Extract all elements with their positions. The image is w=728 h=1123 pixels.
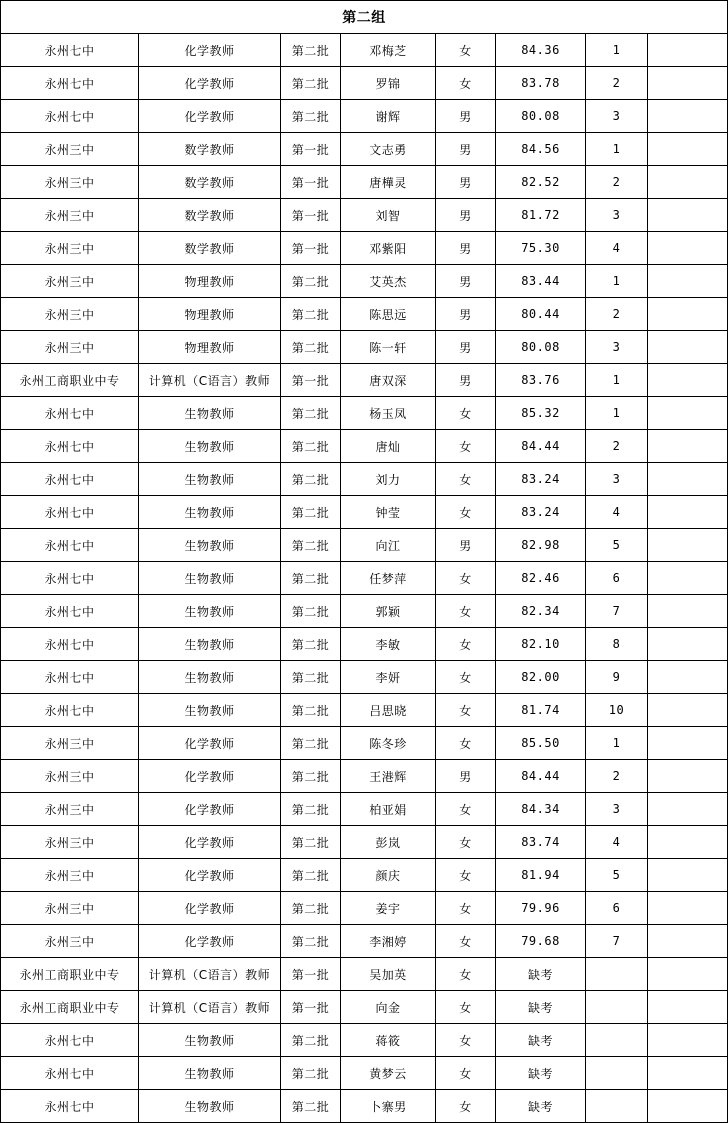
subject-cell: 化学教师: [139, 793, 281, 826]
school-cell: 永州三中: [1, 826, 139, 859]
note-cell: [648, 397, 728, 430]
note-cell: [648, 166, 728, 199]
subject-cell: 生物教师: [139, 397, 281, 430]
subject-cell: 计算机（C语言）教师: [139, 991, 281, 1024]
school-cell: 永州三中: [1, 925, 139, 958]
score-cell: 81.94: [496, 859, 586, 892]
batch-cell: 第一批: [281, 199, 341, 232]
gender-cell: 男: [436, 166, 496, 199]
batch-cell: 第二批: [281, 496, 341, 529]
rank-cell: 1: [586, 364, 648, 397]
note-cell: [648, 133, 728, 166]
score-cell: 缺考: [496, 991, 586, 1024]
batch-cell: 第二批: [281, 694, 341, 727]
school-cell: 永州七中: [1, 628, 139, 661]
school-cell: 永州七中: [1, 100, 139, 133]
table-row: [1, 958, 728, 991]
rank-cell: 3: [586, 199, 648, 232]
table-row: [1, 760, 728, 793]
rank-cell: 1: [586, 133, 648, 166]
gender-cell: 男: [436, 100, 496, 133]
name-cell: 吕思晓: [341, 694, 436, 727]
note-cell: [648, 826, 728, 859]
gender-cell: 女: [436, 859, 496, 892]
school-cell: 永州七中: [1, 1024, 139, 1057]
name-cell: 罗锦: [341, 67, 436, 100]
subject-cell: 物理教师: [139, 265, 281, 298]
school-cell: 永州三中: [1, 166, 139, 199]
table-row: [1, 727, 728, 760]
school-cell: 永州三中: [1, 265, 139, 298]
name-cell: 刘智: [341, 199, 436, 232]
school-cell: 永州七中: [1, 1090, 139, 1123]
subject-cell: 生物教师: [139, 430, 281, 463]
score-cell: 缺考: [496, 1057, 586, 1090]
table-row: [1, 562, 728, 595]
gender-cell: 女: [436, 496, 496, 529]
note-cell: [648, 1024, 728, 1057]
school-cell: 永州三中: [1, 859, 139, 892]
note-cell: [648, 727, 728, 760]
score-cell: 79.96: [496, 892, 586, 925]
school-cell: 永州七中: [1, 694, 139, 727]
name-cell: 唐双深: [341, 364, 436, 397]
score-cell: 84.56: [496, 133, 586, 166]
note-cell: [648, 199, 728, 232]
rank-cell: 2: [586, 760, 648, 793]
name-cell: 唐灿: [341, 430, 436, 463]
score-cell: 80.08: [496, 100, 586, 133]
batch-cell: 第二批: [281, 265, 341, 298]
note-cell: [648, 232, 728, 265]
table-row: [1, 925, 728, 958]
school-cell: 永州三中: [1, 331, 139, 364]
subject-cell: 生物教师: [139, 628, 281, 661]
gender-cell: 女: [436, 661, 496, 694]
name-cell: 邓梅芝: [341, 34, 436, 67]
rank-cell: 1: [586, 397, 648, 430]
rank-cell: 3: [586, 331, 648, 364]
subject-cell: 化学教师: [139, 34, 281, 67]
rank-cell: 2: [586, 67, 648, 100]
gender-cell: 女: [436, 67, 496, 100]
name-cell: 李湘婷: [341, 925, 436, 958]
rank-cell: 3: [586, 100, 648, 133]
batch-cell: 第二批: [281, 859, 341, 892]
school-cell: 永州工商职业中专: [1, 364, 139, 397]
score-cell: 85.32: [496, 397, 586, 430]
batch-cell: 第二批: [281, 1057, 341, 1090]
score-cell: 82.98: [496, 529, 586, 562]
table-row: [1, 34, 728, 67]
rank-cell: 6: [586, 892, 648, 925]
rank-cell: [586, 958, 648, 991]
table-row: [1, 331, 728, 364]
batch-cell: 第一批: [281, 991, 341, 1024]
gender-cell: 女: [436, 727, 496, 760]
school-cell: 永州三中: [1, 727, 139, 760]
name-cell: 唐樺灵: [341, 166, 436, 199]
name-cell: 李敏: [341, 628, 436, 661]
table-row: [1, 892, 728, 925]
gender-cell: 女: [436, 1024, 496, 1057]
subject-cell: 物理教师: [139, 331, 281, 364]
batch-cell: 第二批: [281, 298, 341, 331]
batch-cell: 第二批: [281, 562, 341, 595]
note-cell: [648, 562, 728, 595]
note-cell: [648, 694, 728, 727]
batch-cell: 第二批: [281, 727, 341, 760]
school-cell: 永州七中: [1, 34, 139, 67]
batch-cell: 第二批: [281, 793, 341, 826]
batch-cell: 第二批: [281, 67, 341, 100]
rank-cell: 3: [586, 793, 648, 826]
score-cell: 83.24: [496, 496, 586, 529]
note-cell: [648, 265, 728, 298]
table-row: [1, 232, 728, 265]
name-cell: 向江: [341, 529, 436, 562]
rank-cell: 7: [586, 595, 648, 628]
batch-cell: 第二批: [281, 331, 341, 364]
school-cell: 永州三中: [1, 793, 139, 826]
gender-cell: 女: [436, 694, 496, 727]
subject-cell: 生物教师: [139, 1090, 281, 1123]
note-cell: [648, 463, 728, 496]
table-row: [1, 133, 728, 166]
school-cell: 永州三中: [1, 298, 139, 331]
rank-cell: 6: [586, 562, 648, 595]
school-cell: 永州工商职业中专: [1, 991, 139, 1024]
name-cell: 文志勇: [341, 133, 436, 166]
school-cell: 永州三中: [1, 892, 139, 925]
batch-cell: 第二批: [281, 628, 341, 661]
name-cell: 向金: [341, 991, 436, 1024]
subject-cell: 物理教师: [139, 298, 281, 331]
gender-cell: 男: [436, 331, 496, 364]
batch-cell: 第一批: [281, 364, 341, 397]
name-cell: 钟莹: [341, 496, 436, 529]
rank-cell: 2: [586, 430, 648, 463]
score-cell: 84.34: [496, 793, 586, 826]
score-cell: 83.74: [496, 826, 586, 859]
rank-cell: 2: [586, 298, 648, 331]
score-cell: 83.24: [496, 463, 586, 496]
table-row: [1, 199, 728, 232]
subject-cell: 生物教师: [139, 595, 281, 628]
subject-cell: 化学教师: [139, 67, 281, 100]
school-cell: 永州三中: [1, 760, 139, 793]
rank-cell: 5: [586, 529, 648, 562]
gender-cell: 女: [436, 892, 496, 925]
batch-cell: 第二批: [281, 661, 341, 694]
rank-cell: [586, 1024, 648, 1057]
subject-cell: 化学教师: [139, 727, 281, 760]
table-row: [1, 364, 728, 397]
name-cell: 吴加英: [341, 958, 436, 991]
table-row: [1, 430, 728, 463]
batch-cell: 第二批: [281, 397, 341, 430]
note-cell: [648, 661, 728, 694]
table-row: [1, 265, 728, 298]
score-cell: 缺考: [496, 958, 586, 991]
subject-cell: 数学教师: [139, 133, 281, 166]
batch-cell: 第二批: [281, 463, 341, 496]
gender-cell: 女: [436, 958, 496, 991]
subject-cell: 生物教师: [139, 661, 281, 694]
score-cell: 82.34: [496, 595, 586, 628]
table-row: [1, 628, 728, 661]
name-cell: 杨玉凤: [341, 397, 436, 430]
batch-cell: 第二批: [281, 760, 341, 793]
score-cell: 82.10: [496, 628, 586, 661]
batch-cell: 第二批: [281, 34, 341, 67]
subject-cell: 化学教师: [139, 859, 281, 892]
note-cell: [648, 793, 728, 826]
table-row: [1, 1057, 728, 1090]
rank-cell: 8: [586, 628, 648, 661]
score-cell: 82.00: [496, 661, 586, 694]
gender-cell: 女: [436, 991, 496, 1024]
subject-cell: 数学教师: [139, 232, 281, 265]
table-row: [1, 496, 728, 529]
note-cell: [648, 958, 728, 991]
batch-cell: 第一批: [281, 958, 341, 991]
note-cell: [648, 925, 728, 958]
name-cell: 陈冬珍: [341, 727, 436, 760]
name-cell: 颜庆: [341, 859, 436, 892]
table-row: [1, 463, 728, 496]
table-row: [1, 991, 728, 1024]
school-cell: 永州七中: [1, 562, 139, 595]
rank-cell: 2: [586, 166, 648, 199]
rank-cell: [586, 991, 648, 1024]
note-cell: [648, 496, 728, 529]
table-row: [1, 397, 728, 430]
batch-cell: 第二批: [281, 1090, 341, 1123]
gender-cell: 男: [436, 265, 496, 298]
batch-cell: 第二批: [281, 430, 341, 463]
batch-cell: 第二批: [281, 925, 341, 958]
subject-cell: 化学教师: [139, 826, 281, 859]
score-cell: 84.44: [496, 430, 586, 463]
school-cell: 永州七中: [1, 67, 139, 100]
note-cell: [648, 1057, 728, 1090]
subject-cell: 计算机（C语言）教师: [139, 958, 281, 991]
gender-cell: 男: [436, 364, 496, 397]
score-cell: 82.52: [496, 166, 586, 199]
note-cell: [648, 628, 728, 661]
name-cell: 任梦萍: [341, 562, 436, 595]
batch-cell: 第一批: [281, 232, 341, 265]
table-row: [1, 694, 728, 727]
group-title: 第二组: [1, 1, 728, 34]
score-cell: 83.78: [496, 67, 586, 100]
note-cell: [648, 859, 728, 892]
score-cell: 82.46: [496, 562, 586, 595]
school-cell: 永州七中: [1, 463, 139, 496]
name-cell: 李妍: [341, 661, 436, 694]
gender-cell: 男: [436, 232, 496, 265]
gender-cell: 男: [436, 133, 496, 166]
batch-cell: 第二批: [281, 529, 341, 562]
gender-cell: 女: [436, 793, 496, 826]
table-row: [1, 859, 728, 892]
note-cell: [648, 595, 728, 628]
gender-cell: 男: [436, 298, 496, 331]
note-cell: [648, 430, 728, 463]
rank-cell: [586, 1090, 648, 1123]
rank-cell: 7: [586, 925, 648, 958]
rank-cell: 5: [586, 859, 648, 892]
name-cell: 陈思远: [341, 298, 436, 331]
note-cell: [648, 529, 728, 562]
name-cell: 姜宇: [341, 892, 436, 925]
name-cell: 邓紫阳: [341, 232, 436, 265]
score-cell: 缺考: [496, 1024, 586, 1057]
school-cell: 永州七中: [1, 1057, 139, 1090]
gender-cell: 女: [436, 826, 496, 859]
note-cell: [648, 364, 728, 397]
note-cell: [648, 892, 728, 925]
table-row: [1, 166, 728, 199]
school-cell: 永州工商职业中专: [1, 958, 139, 991]
name-cell: 艾英杰: [341, 265, 436, 298]
note-cell: [648, 331, 728, 364]
gender-cell: 女: [436, 34, 496, 67]
batch-cell: 第二批: [281, 595, 341, 628]
gender-cell: 女: [436, 430, 496, 463]
subject-cell: 生物教师: [139, 694, 281, 727]
table-row: [1, 67, 728, 100]
name-cell: 刘力: [341, 463, 436, 496]
name-cell: 王港辉: [341, 760, 436, 793]
note-cell: [648, 34, 728, 67]
score-cell: 81.74: [496, 694, 586, 727]
note-cell: [648, 991, 728, 1024]
rank-cell: 3: [586, 463, 648, 496]
rank-cell: [586, 1057, 648, 1090]
school-cell: 永州七中: [1, 397, 139, 430]
subject-cell: 化学教师: [139, 100, 281, 133]
rank-cell: 1: [586, 34, 648, 67]
rank-cell: 1: [586, 265, 648, 298]
score-cell: 81.72: [496, 199, 586, 232]
table-row: [1, 793, 728, 826]
note-cell: [648, 100, 728, 133]
name-cell: 郭颖: [341, 595, 436, 628]
school-cell: 永州三中: [1, 232, 139, 265]
school-cell: 永州三中: [1, 199, 139, 232]
rank-cell: 4: [586, 826, 648, 859]
subject-cell: 化学教师: [139, 892, 281, 925]
subject-cell: 生物教师: [139, 496, 281, 529]
table-row: [1, 298, 728, 331]
name-cell: 陈一轩: [341, 331, 436, 364]
rank-cell: 9: [586, 661, 648, 694]
name-cell: 黄梦云: [341, 1057, 436, 1090]
subject-cell: 化学教师: [139, 925, 281, 958]
note-cell: [648, 760, 728, 793]
batch-cell: 第二批: [281, 826, 341, 859]
score-cell: 缺考: [496, 1090, 586, 1123]
name-cell: 谢辉: [341, 100, 436, 133]
gender-cell: 女: [436, 1057, 496, 1090]
name-cell: 卜寨男: [341, 1090, 436, 1123]
score-cell: 85.50: [496, 727, 586, 760]
table-row: [1, 1090, 728, 1123]
title-row: [1, 1, 728, 34]
subject-cell: 数学教师: [139, 199, 281, 232]
score-cell: 84.44: [496, 760, 586, 793]
gender-cell: 女: [436, 397, 496, 430]
name-cell: 彭岚: [341, 826, 436, 859]
batch-cell: 第一批: [281, 133, 341, 166]
batch-cell: 第二批: [281, 1024, 341, 1057]
table-row: [1, 826, 728, 859]
score-cell: 75.30: [496, 232, 586, 265]
subject-cell: 生物教师: [139, 562, 281, 595]
school-cell: 永州七中: [1, 661, 139, 694]
subject-cell: 生物教师: [139, 463, 281, 496]
subject-cell: 化学教师: [139, 760, 281, 793]
gender-cell: 女: [436, 925, 496, 958]
subject-cell: 生物教师: [139, 1057, 281, 1090]
score-cell: 84.36: [496, 34, 586, 67]
batch-cell: 第二批: [281, 892, 341, 925]
batch-cell: 第二批: [281, 100, 341, 133]
score-cell: 83.76: [496, 364, 586, 397]
rank-cell: 4: [586, 496, 648, 529]
table-row: [1, 595, 728, 628]
note-cell: [648, 1090, 728, 1123]
name-cell: 蒋筱: [341, 1024, 436, 1057]
rank-cell: 1: [586, 727, 648, 760]
school-cell: 永州三中: [1, 133, 139, 166]
gender-cell: 女: [436, 1090, 496, 1123]
subject-cell: 生物教师: [139, 1024, 281, 1057]
gender-cell: 男: [436, 760, 496, 793]
subject-cell: 计算机（C语言）教师: [139, 364, 281, 397]
table-row: [1, 1024, 728, 1057]
school-cell: 永州七中: [1, 529, 139, 562]
note-cell: [648, 298, 728, 331]
note-cell: [648, 67, 728, 100]
rank-cell: 4: [586, 232, 648, 265]
gender-cell: 女: [436, 463, 496, 496]
gender-cell: 女: [436, 562, 496, 595]
table-row: [1, 100, 728, 133]
gender-cell: 女: [436, 595, 496, 628]
rank-cell: 10: [586, 694, 648, 727]
name-cell: 柏亚娟: [341, 793, 436, 826]
batch-cell: 第一批: [281, 166, 341, 199]
school-cell: 永州七中: [1, 496, 139, 529]
score-cell: 83.44: [496, 265, 586, 298]
school-cell: 永州七中: [1, 595, 139, 628]
subject-cell: 数学教师: [139, 166, 281, 199]
gender-cell: 男: [436, 529, 496, 562]
gender-cell: 男: [436, 199, 496, 232]
score-cell: 80.08: [496, 331, 586, 364]
score-cell: 79.68: [496, 925, 586, 958]
gender-cell: 女: [436, 628, 496, 661]
school-cell: 永州七中: [1, 430, 139, 463]
table-row: [1, 661, 728, 694]
subject-cell: 生物教师: [139, 529, 281, 562]
score-cell: 80.44: [496, 298, 586, 331]
table-row: [1, 529, 728, 562]
